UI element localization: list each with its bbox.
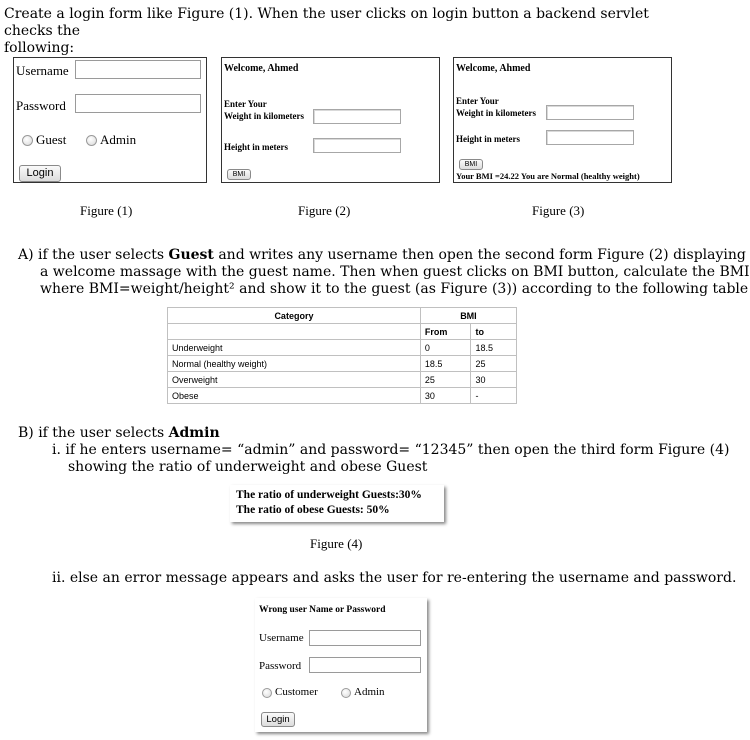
table-cell-to: - <box>471 388 517 404</box>
customer-radio-label: Customer <box>275 686 318 698</box>
figure-4-admin-ratio <box>230 485 444 522</box>
intro-text <box>4 6 678 57</box>
table-cell-to: 18.5 <box>471 340 517 356</box>
figure-2-bmi-form <box>221 57 440 183</box>
table-cell-to: 30 <box>471 372 517 388</box>
weight-input[interactable] <box>313 109 401 124</box>
section-b-item-i-line-2: showing the ratio of underweight and obese Guest <box>68 459 428 475</box>
table-cell-category: Obese <box>168 388 421 404</box>
height-input[interactable] <box>546 130 634 145</box>
section-b <box>18 425 730 476</box>
table-cell <box>168 324 421 340</box>
figure-1-login-form <box>13 57 207 183</box>
table-header-to: to <box>471 324 517 340</box>
obese-ratio-text: The ratio of obese Guests: 50% <box>236 504 390 516</box>
weight-label-line-2: Weight in kilometers <box>224 111 304 121</box>
username-label: Username <box>259 632 304 644</box>
figure-3-bmi-result <box>453 57 672 183</box>
table-row <box>168 372 517 388</box>
bmi-category-table <box>167 307 517 404</box>
password-input[interactable] <box>309 657 421 673</box>
section-b-item-i-line-1: i. if he enters username= “admin” and password= “12345” then open the third form Figure (4) <box>52 442 730 458</box>
error-login-form <box>255 598 427 732</box>
table-cell-from: 0 <box>420 340 471 356</box>
section-a-prefix: A) if the user selects <box>18 247 169 263</box>
admin-radio-label: Admin <box>354 686 385 698</box>
table-row <box>168 388 517 404</box>
welcome-text: Welcome, Ahmed <box>456 63 531 74</box>
figure-3-caption: Figure (3) <box>532 203 585 218</box>
error-message: Wrong user Name or Password <box>259 605 386 615</box>
weight-label-line-1: Enter Your <box>224 99 267 109</box>
customer-radio[interactable] <box>262 688 272 698</box>
table-header-category: Category <box>168 308 421 324</box>
figure-4-caption: Figure (4) <box>310 536 363 551</box>
intro-line-2: following: <box>4 40 75 56</box>
section-a-guest: Guest <box>168 247 214 263</box>
table-cell-to: 25 <box>471 356 517 372</box>
username-input[interactable] <box>75 60 201 79</box>
admin-radio[interactable] <box>86 135 97 146</box>
weight-label-line-1: Enter Your <box>456 96 499 106</box>
section-b-admin: Admin <box>168 425 220 441</box>
password-input[interactable] <box>75 94 201 113</box>
section-a <box>18 247 750 298</box>
table-cell-from: 18.5 <box>420 356 471 372</box>
username-input[interactable] <box>309 630 421 646</box>
table-cell-category: Normal (healthy weight) <box>168 356 421 372</box>
guest-radio-label: Guest <box>36 132 67 147</box>
section-a-line-3: where BMI=weight/height² and show it to the guest (as Figure (3)) according to the following table <box>40 281 749 297</box>
bmi-result-text: Your BMI =24.22 You are Normal (healthy weight) <box>456 171 640 181</box>
table-header-bmi: BMI <box>420 308 516 324</box>
admin-radio-label: Admin <box>100 132 137 147</box>
height-label: Height in meters <box>224 142 288 152</box>
table-cell-from: 30 <box>420 388 471 404</box>
admin-radio[interactable] <box>341 688 351 698</box>
section-a-rest: and writes any username then open the second form Figure (2) displaying <box>213 247 746 263</box>
weight-label-line-2: Weight in kilometers <box>456 108 536 118</box>
username-label: Username <box>16 63 69 78</box>
height-input[interactable] <box>313 138 401 153</box>
password-label: Password <box>16 98 66 113</box>
section-a-line-2: a welcome massage with the guest name. Then when guest clicks on BMI button, calculate the BMI <box>40 264 750 280</box>
table-row <box>168 356 517 372</box>
login-button[interactable]: Login <box>261 712 295 727</box>
table-header-from: From <box>420 324 471 340</box>
guest-radio[interactable] <box>22 135 33 146</box>
login-button[interactable]: Login <box>19 165 61 182</box>
bmi-button[interactable]: BMI <box>459 159 483 170</box>
welcome-text: Welcome, Ahmed <box>224 63 299 74</box>
underweight-ratio-text: The ratio of underweight Guests:30% <box>236 489 422 501</box>
password-label: Password <box>259 660 302 672</box>
figure-1-caption: Figure (1) <box>80 203 133 218</box>
table-cell-from: 25 <box>420 372 471 388</box>
height-label: Height in meters <box>456 134 520 144</box>
weight-input[interactable] <box>546 105 634 120</box>
table-cell-category: Overweight <box>168 372 421 388</box>
section-b-item-ii: ii. else an error message appears and asks the user for re-entering the username and password. <box>52 570 737 586</box>
table-cell-category: Underweight <box>168 340 421 356</box>
bmi-button[interactable]: BMI <box>227 169 251 180</box>
intro-line-1: Create a login form like Figure (1). When the user clicks on login button a backend servlet checks the <box>4 6 649 39</box>
section-b-prefix: B) if the user selects <box>18 425 169 441</box>
table-row <box>168 340 517 356</box>
figure-2-caption: Figure (2) <box>298 203 351 218</box>
